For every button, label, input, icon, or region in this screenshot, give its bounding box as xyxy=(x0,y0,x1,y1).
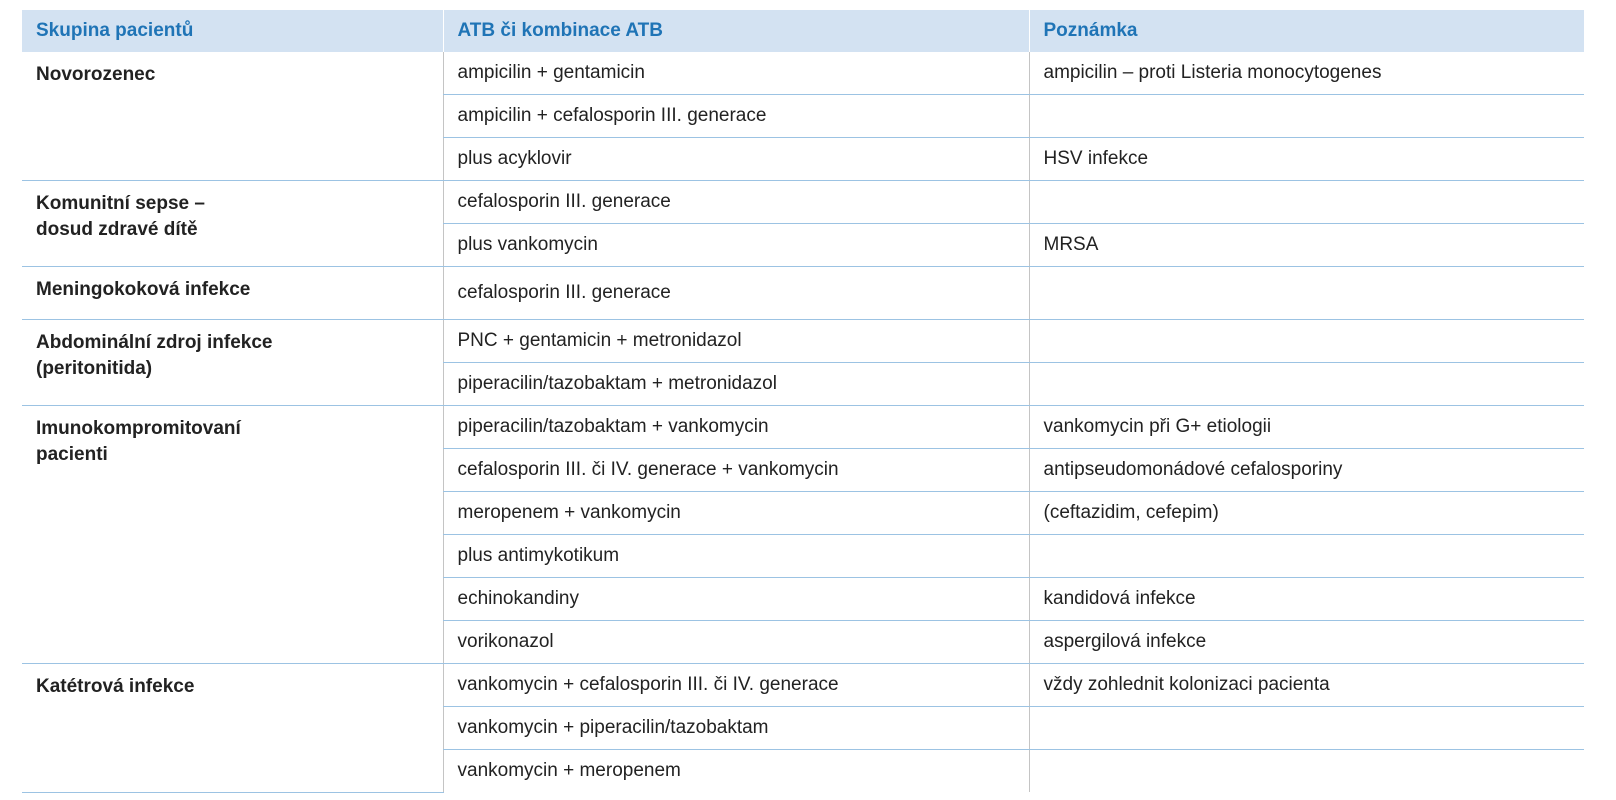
note-cell: MRSA xyxy=(1029,224,1584,267)
atb-cell: cefalosporin III. či IV. generace + vankomycin xyxy=(443,449,1029,492)
atb-cell: vankomycin + meropenem xyxy=(443,750,1029,793)
antibiotics-table-container xyxy=(22,10,1584,793)
note-cell: kandidová infekce xyxy=(1029,578,1584,621)
patient-group-label: Abdominální zdroj infekce xyxy=(36,332,273,353)
note-cell xyxy=(1029,363,1584,406)
atb-cell: piperacilin/tazobaktam + vankomycin xyxy=(443,406,1029,449)
atb-cell: ampicilin + gentamicin xyxy=(443,52,1029,95)
atb-cell: ampicilin + cefalosporin III. generace xyxy=(443,95,1029,138)
header-atb: ATB či kombinace ATB xyxy=(443,10,1029,52)
patient-group-cell xyxy=(22,664,443,793)
table-body xyxy=(22,52,1584,792)
patient-group-label: Komunitní sepse – xyxy=(36,193,205,214)
note-cell xyxy=(1029,535,1584,578)
note-cell: antipseudomonádové cefalosporiny xyxy=(1029,449,1584,492)
patient-group-label: Imunokompromitovaní xyxy=(36,418,241,439)
patient-group-label: Novorozenec xyxy=(36,64,156,85)
atb-cell: plus vankomycin xyxy=(443,224,1029,267)
table-row xyxy=(22,320,1584,363)
table-header xyxy=(22,10,1584,52)
atb-cell: meropenem + vankomycin xyxy=(443,492,1029,535)
note-cell xyxy=(1029,95,1584,138)
patient-group-label: dosud zdravé dítě xyxy=(36,219,198,240)
atb-cell: piperacilin/tazobaktam + metronidazol xyxy=(443,363,1029,406)
atb-cell: cefalosporin III. generace xyxy=(443,181,1029,224)
antibiotics-table xyxy=(22,10,1584,793)
patient-group-cell xyxy=(22,320,443,406)
table-row xyxy=(22,52,1584,95)
note-cell: vždy zohlednit kolonizaci pacienta xyxy=(1029,664,1584,707)
header-row xyxy=(22,10,1584,52)
atb-cell: echinokandiny xyxy=(443,578,1029,621)
note-cell xyxy=(1029,320,1584,363)
atb-cell: vankomycin + piperacilin/tazobaktam xyxy=(443,707,1029,750)
atb-cell: PNC + gentamicin + metronidazol xyxy=(443,320,1029,363)
note-cell: HSV infekce xyxy=(1029,138,1584,181)
table-row xyxy=(22,181,1584,224)
patient-group-label: Meningokoková infekce xyxy=(36,279,251,300)
patient-group-label: Katétrová infekce xyxy=(36,676,195,697)
note-cell: aspergilová infekce xyxy=(1029,621,1584,664)
atb-cell: vorikonazol xyxy=(443,621,1029,664)
patient-group-cell xyxy=(22,52,443,181)
patient-group-cell xyxy=(22,267,443,320)
patient-group-label: pacienti xyxy=(36,444,108,465)
atb-cell: plus acyklovir xyxy=(443,138,1029,181)
header-patient-group: Skupina pacientů xyxy=(22,10,443,52)
atb-cell: plus antimykotikum xyxy=(443,535,1029,578)
header-note: Poznámka xyxy=(1029,10,1584,52)
table-row xyxy=(22,406,1584,449)
patient-group-label: (peritonitida) xyxy=(36,358,153,379)
table-row xyxy=(22,267,1584,320)
note-cell: vankomycin při G+ etiologii xyxy=(1029,406,1584,449)
note-cell xyxy=(1029,267,1584,320)
note-cell xyxy=(1029,750,1584,793)
note-cell: ampicilin – proti Listeria monocytogenes xyxy=(1029,52,1584,95)
atb-cell: cefalosporin III. generace xyxy=(443,267,1029,320)
patient-group-cell xyxy=(22,181,443,267)
note-cell xyxy=(1029,181,1584,224)
atb-cell: vankomycin + cefalosporin III. či IV. generace xyxy=(443,664,1029,707)
table-row xyxy=(22,664,1584,707)
note-cell: (ceftazidim, cefepim) xyxy=(1029,492,1584,535)
note-cell xyxy=(1029,707,1584,750)
patient-group-cell xyxy=(22,406,443,664)
